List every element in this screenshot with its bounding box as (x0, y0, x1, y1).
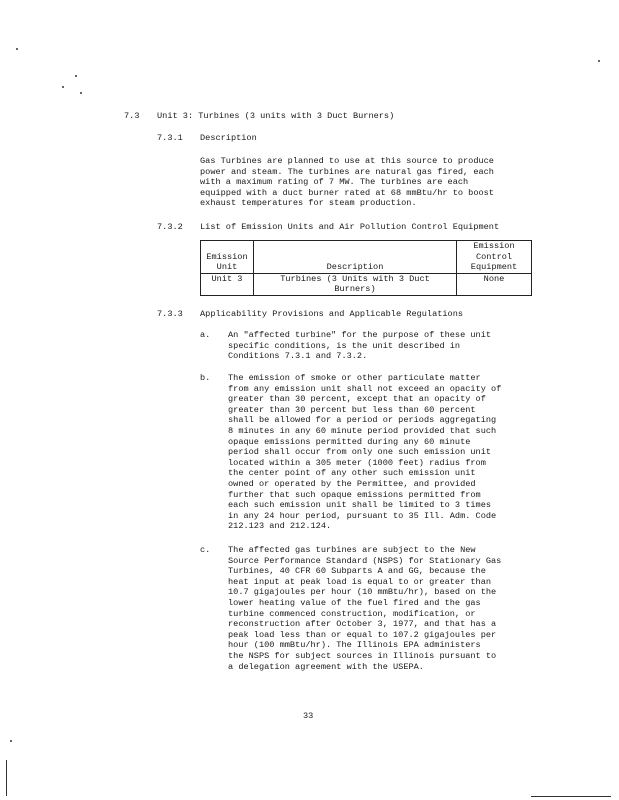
description-number: 7.3.1 (157, 133, 183, 143)
scan-speck (16, 48, 18, 50)
section-number: 7.3 (124, 111, 140, 121)
emission-units-heading: List of Emission Units and Air Pollution Control Equipment (200, 222, 500, 232)
applicability-heading: Applicability Provisions and Applicable Regulations (200, 309, 464, 319)
page-number: 33 (303, 711, 314, 721)
item-a-text: An "affected turbine" for the purpose of these unit specific conditions, is the unit described in Conditions 7.3.1 and 7.3.2. (228, 330, 492, 362)
cell-description: Turbines (3 Units with 3 Duct Burners) (254, 273, 457, 295)
scan-edge-mark (6, 760, 7, 796)
item-c-text: The affected gas turbines are subject to the New Source Performance Standard (NSPS) for Stationary Gas Turbines, 40 CFR 60 Subparts A and GG, because the heat input at peak load is equal to or greater than 10.7 gigajoules per hour (10 mmBtu/hr), based on the lower heating value of the fuel fired and the gas turbine commenced construction, modification, or reconstruction after October 3, 1977, and that has a peak load less than or equal to 107.2 gigajoules per hour (100 mmBtu/hr). The Illinois EPA administers the NSPS for subject sources in Illinois pursuant to a delegation agreement with the USEPA. (228, 545, 502, 672)
item-a-label: a. (200, 330, 211, 340)
scan-speck (62, 86, 64, 88)
section-title: Unit 3: Turbines (3 units with 3 Duct Burners) (157, 111, 395, 121)
scan-speck (598, 60, 600, 62)
emission-units-table (200, 240, 532, 296)
cell-control: None (457, 273, 532, 295)
scan-speck (80, 92, 82, 94)
scan-edge-mark (531, 796, 611, 797)
scan-speck (10, 740, 12, 742)
item-b-text: The emission of smoke or other particulate matter from any emission unit shall not exceed an opacity of greater than 30 percent, except that an opacity of greater than 30 percent but less than 60 percent shall be allowed for a period or periods aggregating 8 minutes in any 60 minute period provided that such opaque emissions permitted during any 60 minute period shall occur from only one such emission unit located within a 305 meter (1000 feet) radius from the center point of any other such emission unit owned or operated by the Permittee, and provided further that such opaque emissions permitted from each such emission unit shall be limited to 3 times in any 24 hour period, pursuant to 35 Ill. Adm. Code 212.123 and 212.124. (228, 373, 502, 532)
cell-unit: Unit 3 (201, 273, 254, 295)
scan-speck (75, 75, 77, 77)
description-text: Gas Turbines are planned to use at this source to produce power and steam. The turbines are natural gas fired, each with a maximum rating of 7 MW. The turbines are each equipped with a duct burner rated at 68 mmBtu/hr to boost exhaust temperatures for steam production. (200, 156, 494, 209)
header-emission-unit: Emission Unit (201, 241, 254, 274)
table-row (201, 273, 532, 295)
table-header-row (201, 241, 532, 274)
header-control-equipment: Emission Control Equipment (457, 241, 532, 274)
header-description: Description (254, 241, 457, 274)
applicability-number: 7.3.3 (157, 309, 183, 319)
item-c-label: c. (200, 545, 211, 555)
emission-units-number: 7.3.2 (157, 222, 183, 232)
item-b-label: b. (200, 373, 211, 383)
description-heading: Description (200, 133, 257, 143)
